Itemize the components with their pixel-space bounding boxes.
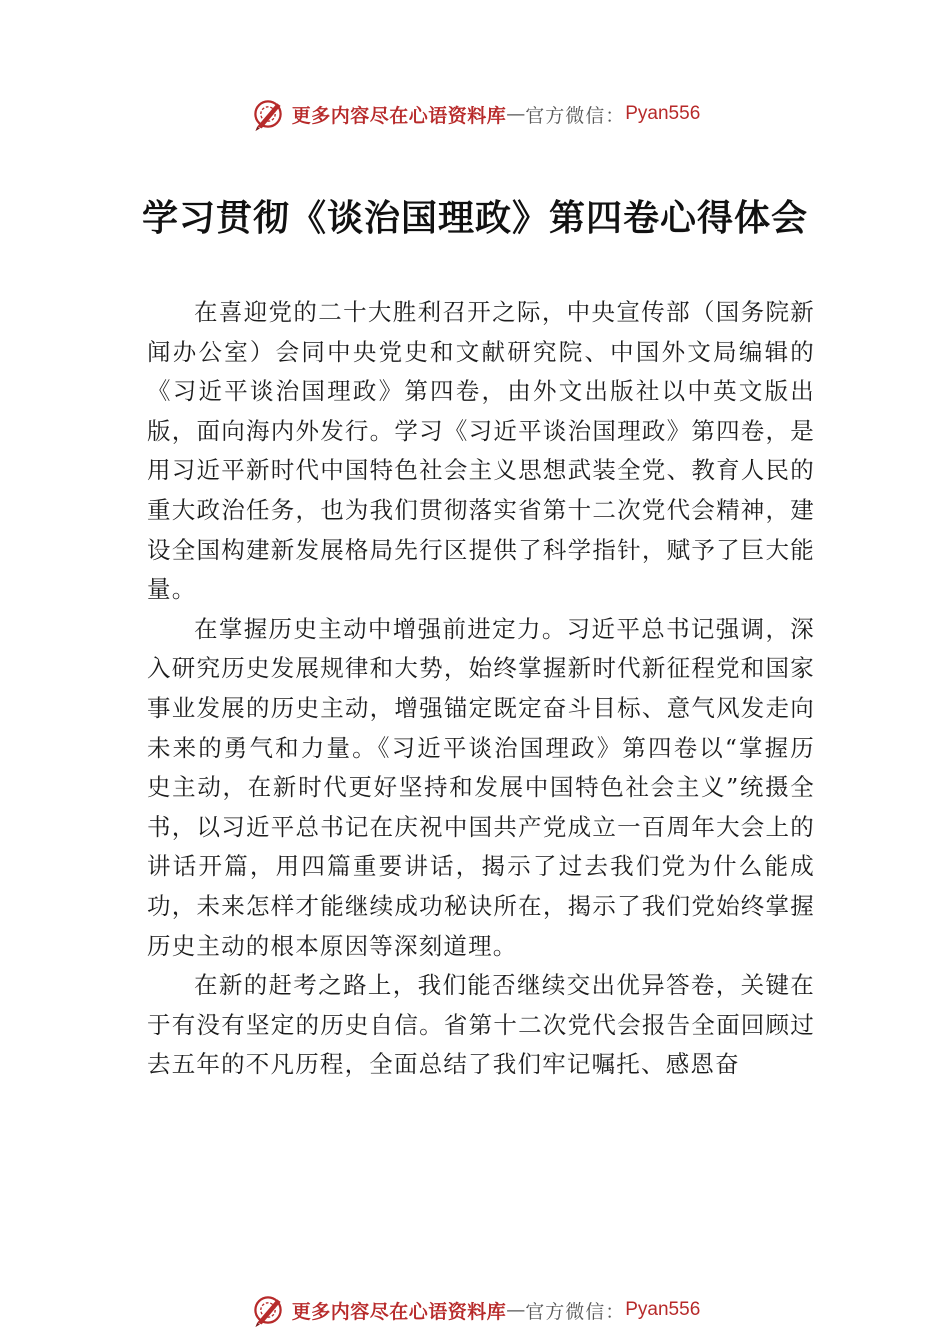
banner-wechat-id: Pyan556 bbox=[625, 103, 701, 124]
banner-promo-text: 更多内容尽在心语资料库 bbox=[291, 1300, 507, 1323]
pen-logo-icon bbox=[250, 1292, 286, 1328]
footer-banner bbox=[0, 1290, 950, 1330]
pen-logo-icon bbox=[250, 96, 286, 132]
header-banner bbox=[0, 94, 950, 134]
paragraph: 在喜迎党的二十大胜利召开之际，中央宣传部（国务院新闻办公室）会同中央党史和文献研究院、中国外文局编辑的《习近平谈治国理政》第四卷，由外文出版社以中英文版出版，面向海内外发行。学习《习近平谈治国理政》第四卷，是用习近平新时代中国特色社会主义思想武装全党、教育人民的重大政治任务，也为我们贯彻落实省第十二次党代会精神，建设全国构建新发展格局先行区提供了科学指针，赋予了巨大能量。 bbox=[147, 298, 815, 604]
paragraph: 在新的赶考之路上，我们能否继续交出优异答卷，关键在于有没有坚定的历史自信。省第十二次党代会报告全面回顾过去五年的不凡历程，全面总结了我们牢记嘱托、感恩奋 bbox=[147, 971, 815, 1079]
document-body bbox=[147, 293, 815, 1085]
banner-official-label: 官方微信： bbox=[525, 104, 626, 127]
banner-promo-text: 更多内容尽在心语资料库 bbox=[291, 104, 507, 127]
document-title: 学习贯彻《谈治国理政》第四卷心得体会 bbox=[141, 197, 808, 239]
banner-wechat-id: Pyan556 bbox=[625, 1299, 701, 1320]
banner-official-label: 官方微信： bbox=[525, 1300, 626, 1323]
banner-separator: — bbox=[506, 1299, 526, 1321]
paragraph: 在掌握历史主动中增强前进定力。习近平总书记强调，深入研究历史发展规律和大势，始终掌握新时代新征程党和国家事业发展的历史主动，增强锚定既定奋斗目标、意气风发走向未来的勇气和力量。《习近平谈治国理政》第四卷以“掌握历史主动，在新时代更好坚持和发展中国特色社会主义”统摄全书，以习近平总书记在庆祝中国共产党成立一百周年大会上的讲话开篇，用四篇重要讲话，揭示了过去我们党为什么能成功，未来怎样才能继续成功秘诀所在，揭示了我们党始终掌握历史主动的根本原因等深刻道理。 bbox=[147, 614, 815, 960]
banner-separator: — bbox=[506, 103, 526, 125]
